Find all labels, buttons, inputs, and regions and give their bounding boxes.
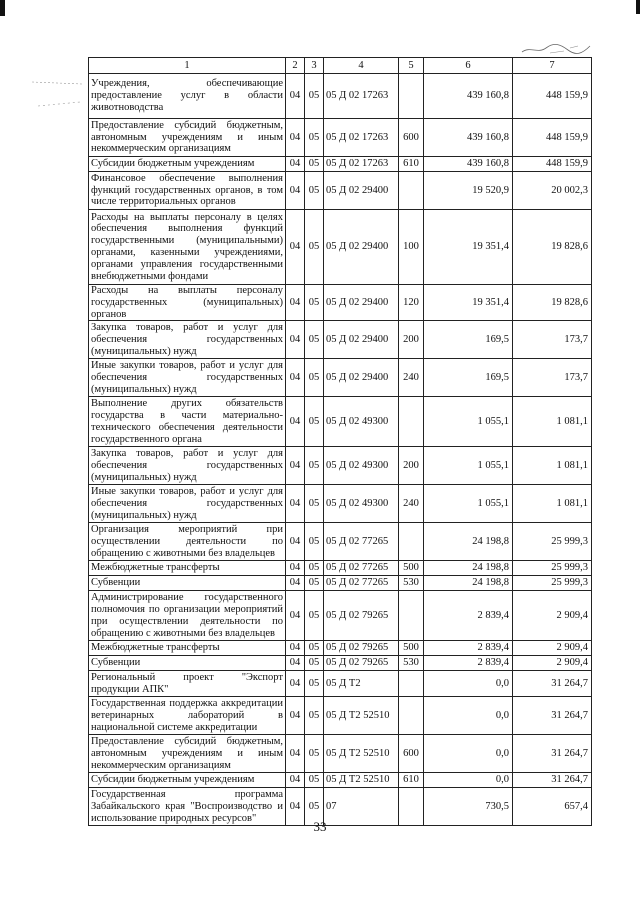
- expense-type-cell: 240: [399, 485, 424, 523]
- amount-year1-cell: 24 198,8: [424, 561, 513, 576]
- target-article-cell: 07: [324, 788, 399, 826]
- table-row: [89, 397, 592, 447]
- section-code-cell: 04: [286, 576, 305, 591]
- amount-year1-cell: 1 055,1: [424, 397, 513, 447]
- row-name-cell: Иные закупки товаров, работ и услуг для обеспечения государственных (муниципальных) нужд: [89, 359, 286, 397]
- amount-year2-cell: 448 159,9: [513, 119, 592, 157]
- row-name-cell: Предоставление субсидий бюджетным, автономным учреждениям и иным некоммерческим организациям: [89, 119, 286, 157]
- subsection-code-cell: 05: [305, 735, 324, 773]
- target-article-cell: 05 Д 02 29400: [324, 210, 399, 285]
- section-code-cell: 04: [286, 172, 305, 210]
- section-code-cell: 04: [286, 359, 305, 397]
- expense-type-cell: 200: [399, 447, 424, 485]
- expense-type-cell: 600: [399, 119, 424, 157]
- margin-marks-icon: [30, 76, 84, 116]
- expense-type-cell: [399, 697, 424, 735]
- table-row: [89, 561, 592, 576]
- table-row: [89, 172, 592, 210]
- row-name-cell: Организация мероприятий при осуществлении деятельности по обращению с животными без владельцев: [89, 523, 286, 561]
- expense-type-cell: 610: [399, 157, 424, 172]
- row-name-cell: Государственная поддержка аккредитации ветеринарных лабораторий в национальной системе аккредитации: [89, 697, 286, 735]
- expense-type-cell: [399, 397, 424, 447]
- table-row: [89, 74, 592, 119]
- amount-year2-cell: 31 264,7: [513, 697, 592, 735]
- target-article-cell: 05 Д 02 17263: [324, 157, 399, 172]
- table-header-row: [89, 58, 592, 74]
- amount-year1-cell: 169,5: [424, 321, 513, 359]
- amount-year1-cell: 24 198,8: [424, 576, 513, 591]
- header-cell: 2: [286, 58, 305, 74]
- section-code-cell: 04: [286, 697, 305, 735]
- section-code-cell: 04: [286, 321, 305, 359]
- scan-edge-mark-left: [0, 0, 5, 16]
- amount-year2-cell: 448 159,9: [513, 74, 592, 119]
- amount-year1-cell: 1 055,1: [424, 485, 513, 523]
- subsection-code-cell: 05: [305, 788, 324, 826]
- section-code-cell: 04: [286, 773, 305, 788]
- table-row: [89, 359, 592, 397]
- expense-type-cell: 530: [399, 656, 424, 671]
- table-row: [89, 735, 592, 773]
- row-name-cell: Закупка товаров, работ и услуг для обеспечения государственных (муниципальных) нужд: [89, 447, 286, 485]
- amount-year2-cell: 2 909,4: [513, 591, 592, 641]
- amount-year1-cell: 730,5: [424, 788, 513, 826]
- amount-year2-cell: 657,4: [513, 788, 592, 826]
- budget-table-body: [89, 58, 592, 826]
- target-article-cell: 05 Д 02 49300: [324, 447, 399, 485]
- target-article-cell: 05 Д 02 29400: [324, 321, 399, 359]
- target-article-cell: 05 Д 02 17263: [324, 74, 399, 119]
- row-name-cell: Субвенции: [89, 656, 286, 671]
- subsection-code-cell: 05: [305, 671, 324, 697]
- subsection-code-cell: 05: [305, 485, 324, 523]
- subsection-code-cell: 05: [305, 656, 324, 671]
- amount-year2-cell: 1 081,1: [513, 447, 592, 485]
- target-article-cell: 05 Д 02 79265: [324, 591, 399, 641]
- amount-year1-cell: 0,0: [424, 697, 513, 735]
- expense-type-cell: 100: [399, 210, 424, 285]
- expense-type-cell: 200: [399, 321, 424, 359]
- amount-year2-cell: 31 264,7: [513, 735, 592, 773]
- amount-year1-cell: 2 839,4: [424, 656, 513, 671]
- amount-year1-cell: 2 839,4: [424, 591, 513, 641]
- target-article-cell: 05 Д 02 77265: [324, 561, 399, 576]
- subsection-code-cell: 05: [305, 74, 324, 119]
- amount-year1-cell: 0,0: [424, 773, 513, 788]
- target-article-cell: 05 Д 02 29400: [324, 359, 399, 397]
- expense-type-cell: 500: [399, 561, 424, 576]
- table-row: [89, 157, 592, 172]
- target-article-cell: 05 Д 02 77265: [324, 523, 399, 561]
- row-name-cell: Закупка товаров, работ и услуг для обеспечения государственных (муниципальных) нужд: [89, 321, 286, 359]
- row-name-cell: Межбюджетные трансферты: [89, 641, 286, 656]
- row-name-cell: Субвенции: [89, 576, 286, 591]
- amount-year1-cell: 1 055,1: [424, 447, 513, 485]
- amount-year1-cell: 0,0: [424, 735, 513, 773]
- target-article-cell: 05 Д 02 77265: [324, 576, 399, 591]
- amount-year1-cell: 2 839,4: [424, 641, 513, 656]
- target-article-cell: 05 Д 02 79265: [324, 641, 399, 656]
- table-row: [89, 523, 592, 561]
- amount-year2-cell: 2 909,4: [513, 641, 592, 656]
- section-code-cell: 04: [286, 485, 305, 523]
- subsection-code-cell: 05: [305, 523, 324, 561]
- row-name-cell: Межбюджетные трансферты: [89, 561, 286, 576]
- amount-year2-cell: 25 999,3: [513, 523, 592, 561]
- row-name-cell: Расходы на выплаты персоналу государственных (муниципальных) органов: [89, 285, 286, 321]
- row-name-cell: Выполнение других обязательств государства в части материально-технического обеспечения деятельности государственного органа: [89, 397, 286, 447]
- table-row: [89, 210, 592, 285]
- table-row: [89, 485, 592, 523]
- section-code-cell: 04: [286, 671, 305, 697]
- row-name-cell: Субсидии бюджетным учреждениям: [89, 773, 286, 788]
- section-code-cell: 04: [286, 656, 305, 671]
- header-cell: 3: [305, 58, 324, 74]
- expense-type-cell: 500: [399, 641, 424, 656]
- section-code-cell: 04: [286, 788, 305, 826]
- row-name-cell: Государственная программа Забайкальского края "Воспроизводство и использование природных ресурсов": [89, 788, 286, 826]
- expense-type-cell: [399, 74, 424, 119]
- amount-year2-cell: 448 159,9: [513, 157, 592, 172]
- section-code-cell: 04: [286, 641, 305, 656]
- section-code-cell: 04: [286, 735, 305, 773]
- section-code-cell: 04: [286, 447, 305, 485]
- section-code-cell: 04: [286, 285, 305, 321]
- amount-year2-cell: 19 828,6: [513, 210, 592, 285]
- amount-year2-cell: 31 264,7: [513, 671, 592, 697]
- handwritten-scribble-icon: [520, 42, 592, 56]
- section-code-cell: 04: [286, 591, 305, 641]
- row-name-cell: Финансовое обеспечение выполнения функций государственных органов, в том числе территориальных органов: [89, 172, 286, 210]
- row-name-cell: Иные закупки товаров, работ и услуг для обеспечения государственных (муниципальных) нужд: [89, 485, 286, 523]
- header-cell: 6: [424, 58, 513, 74]
- table-row: [89, 321, 592, 359]
- table-row: [89, 119, 592, 157]
- target-article-cell: 05 Д Т2 52510: [324, 697, 399, 735]
- header-cell: 1: [89, 58, 286, 74]
- amount-year2-cell: 20 002,3: [513, 172, 592, 210]
- target-article-cell: 05 Д Т2 52510: [324, 735, 399, 773]
- target-article-cell: 05 Д 02 49300: [324, 397, 399, 447]
- amount-year2-cell: 25 999,3: [513, 576, 592, 591]
- amount-year1-cell: 439 160,8: [424, 119, 513, 157]
- expense-type-cell: [399, 591, 424, 641]
- target-article-cell: 05 Д Т2 52510: [324, 773, 399, 788]
- subsection-code-cell: 05: [305, 773, 324, 788]
- section-code-cell: 04: [286, 157, 305, 172]
- section-code-cell: 04: [286, 74, 305, 119]
- section-code-cell: 04: [286, 561, 305, 576]
- table-row: [89, 671, 592, 697]
- section-code-cell: 04: [286, 210, 305, 285]
- subsection-code-cell: 05: [305, 285, 324, 321]
- table-row: [89, 285, 592, 321]
- amount-year1-cell: 19 351,4: [424, 285, 513, 321]
- expense-type-cell: 120: [399, 285, 424, 321]
- expense-type-cell: 240: [399, 359, 424, 397]
- row-name-cell: Администрирование государственного полномочия по организации мероприятий при осуществлении деятельности по обращению с животными без владельцев: [89, 591, 286, 641]
- target-article-cell: 05 Д 02 29400: [324, 172, 399, 210]
- amount-year1-cell: 24 198,8: [424, 523, 513, 561]
- expense-type-cell: [399, 523, 424, 561]
- subsection-code-cell: 05: [305, 447, 324, 485]
- subsection-code-cell: 05: [305, 359, 324, 397]
- table-row: [89, 697, 592, 735]
- header-cell: 5: [399, 58, 424, 74]
- subsection-code-cell: 05: [305, 119, 324, 157]
- subsection-code-cell: 05: [305, 321, 324, 359]
- scan-edge-mark-right: [636, 0, 640, 14]
- row-name-cell: Расходы на выплаты персоналу в целях обеспечения выполнения функций государственными (муниципальными) органами, казенными учреждениями, органами управления государственными внебюджетными фондами: [89, 210, 286, 285]
- amount-year1-cell: 0,0: [424, 671, 513, 697]
- amount-year2-cell: 173,7: [513, 359, 592, 397]
- table-row: [89, 591, 592, 641]
- expense-type-cell: 600: [399, 735, 424, 773]
- amount-year2-cell: 1 081,1: [513, 397, 592, 447]
- row-name-cell: Предоставление субсидий бюджетным, автономным учреждениям и иным некоммерческим организациям: [89, 735, 286, 773]
- row-name-cell: Региональный проект "Экспорт продукции АПК": [89, 671, 286, 697]
- row-name-cell: Субсидии бюджетным учреждениям: [89, 157, 286, 172]
- table-row: [89, 447, 592, 485]
- subsection-code-cell: 05: [305, 697, 324, 735]
- amount-year1-cell: 19 351,4: [424, 210, 513, 285]
- section-code-cell: 04: [286, 397, 305, 447]
- expense-type-cell: [399, 172, 424, 210]
- section-code-cell: 04: [286, 119, 305, 157]
- expense-type-cell: 530: [399, 576, 424, 591]
- subsection-code-cell: 05: [305, 172, 324, 210]
- section-code-cell: 04: [286, 523, 305, 561]
- amount-year2-cell: 19 828,6: [513, 285, 592, 321]
- amount-year2-cell: 1 081,1: [513, 485, 592, 523]
- target-article-cell: 05 Д 02 17263: [324, 119, 399, 157]
- target-article-cell: 05 Д Т2: [324, 671, 399, 697]
- expense-type-cell: [399, 671, 424, 697]
- expense-type-cell: 610: [399, 773, 424, 788]
- header-cell: 4: [324, 58, 399, 74]
- subsection-code-cell: 05: [305, 561, 324, 576]
- amount-year1-cell: 169,5: [424, 359, 513, 397]
- amount-year1-cell: 439 160,8: [424, 157, 513, 172]
- subsection-code-cell: 05: [305, 591, 324, 641]
- amount-year2-cell: 25 999,3: [513, 561, 592, 576]
- amount-year2-cell: 31 264,7: [513, 773, 592, 788]
- subsection-code-cell: 05: [305, 157, 324, 172]
- subsection-code-cell: 05: [305, 576, 324, 591]
- amount-year1-cell: 19 520,9: [424, 172, 513, 210]
- page-number: 33: [313, 819, 327, 834]
- amount-year1-cell: 439 160,8: [424, 74, 513, 119]
- amount-year2-cell: 173,7: [513, 321, 592, 359]
- header-cell: 7: [513, 58, 592, 74]
- table-row: [89, 656, 592, 671]
- budget-table: [88, 57, 592, 826]
- amount-year2-cell: 2 909,4: [513, 656, 592, 671]
- target-article-cell: 05 Д 02 29400: [324, 285, 399, 321]
- subsection-code-cell: 05: [305, 397, 324, 447]
- subsection-code-cell: 05: [305, 210, 324, 285]
- target-article-cell: 05 Д 02 49300: [324, 485, 399, 523]
- table-row: [89, 773, 592, 788]
- row-name-cell: Учреждения, обеспечивающие предоставление услуг в области животноводства: [89, 74, 286, 119]
- table-row: [89, 576, 592, 591]
- target-article-cell: 05 Д 02 79265: [324, 656, 399, 671]
- subsection-code-cell: 05: [305, 641, 324, 656]
- table-row: [89, 641, 592, 656]
